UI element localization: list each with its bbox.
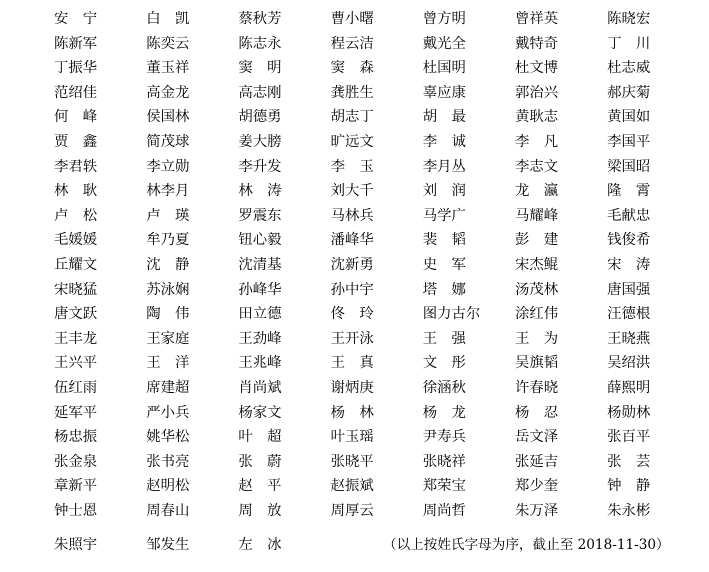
name-entry: 赵明松: [146, 478, 190, 495]
name-entry: 周厚云: [330, 502, 374, 519]
name-entry: 郭治兴: [514, 84, 559, 101]
name-entry: 苏泳娴: [146, 281, 190, 298]
name-entry: 杨家文: [238, 404, 282, 421]
name-entry: 张 蔚: [238, 453, 282, 470]
name-entry: 吴绍洪: [607, 355, 651, 372]
name-entry: 程云洁: [330, 35, 374, 52]
name-row: [54, 425, 699, 450]
name-entry: 吴旗韬: [514, 355, 559, 372]
name-entry: 张延吉: [514, 453, 559, 470]
name-entry: 王兴平: [54, 355, 98, 372]
name-entry: 安 宁: [54, 11, 98, 27]
name-entry: 李君轶: [54, 158, 98, 175]
name-entry: 李立勋: [146, 158, 190, 175]
name-entry: 范绍佳: [54, 84, 98, 101]
name-entry: 潘峰华: [330, 232, 374, 249]
name-entry: 陶 伟: [146, 306, 190, 323]
name-entry: 塔 娜: [422, 281, 466, 298]
name-entry: 辜应康: [422, 84, 466, 101]
name-row: [54, 32, 699, 57]
name-entry: 戴特奇: [514, 35, 559, 52]
name-entry: 郑荣宝: [422, 478, 466, 495]
name-entry: 沈新勇: [330, 256, 374, 273]
name-entry: 李 凡: [514, 133, 559, 150]
name-entry: 王开泳: [330, 330, 374, 347]
name-entry: 贾 鑫: [54, 133, 98, 150]
name-entry: 严小兵: [146, 404, 190, 421]
name-entry: 杨 忍: [514, 404, 559, 421]
name-entry: 左 冰: [238, 537, 282, 553]
name-row: [54, 401, 699, 426]
name-entry: 窦 森: [330, 60, 374, 77]
name-row: [54, 105, 699, 130]
name-entry: 彭 建: [514, 232, 559, 249]
name-entry: 陈志永: [238, 35, 282, 52]
name-entry: 宋 涛: [607, 256, 651, 273]
name-row: [54, 253, 699, 278]
name-entry: 卢 瑛: [146, 207, 190, 224]
name-entry: 延军平: [54, 404, 98, 421]
name-entry: 曾祥英: [514, 11, 559, 27]
name-row: [54, 278, 699, 303]
name-row: [54, 155, 699, 180]
name-entry: 叶 超: [238, 429, 282, 446]
name-entry: 毛献忠: [607, 207, 651, 224]
name-entry: 张百平: [607, 429, 651, 446]
name-entry: 王丰龙: [54, 330, 98, 347]
name-entry: 朱永彬: [607, 502, 651, 519]
name-entry: 钮心毅: [238, 232, 282, 249]
name-row: [54, 204, 699, 229]
name-row: [54, 327, 699, 352]
name-entry: 图力古尔: [422, 306, 481, 323]
name-entry: 宋杰鲲: [514, 256, 559, 273]
name-entry: 尹寿兵: [422, 429, 466, 446]
name-entry: 李月丛: [422, 158, 466, 175]
name-entry: 张书亮: [146, 453, 190, 470]
name-entry: 汪德根: [607, 306, 651, 323]
name-row: [54, 228, 699, 253]
name-entry: 李 玉: [330, 158, 374, 175]
name-entry: 郑少奎: [514, 478, 559, 495]
name-entry: 曹小曙: [330, 11, 374, 27]
name-entry: 孙中宇: [330, 281, 374, 298]
name-entry: 孙峰华: [238, 281, 282, 298]
name-entry: 佟 玲: [330, 306, 374, 323]
name-entry: 陈奕云: [146, 35, 190, 52]
name-entry: 薛熙明: [607, 379, 651, 396]
name-entry: 史 军: [422, 256, 466, 273]
name-entry: 王劲峰: [238, 330, 282, 347]
name-entry: 张金泉: [54, 453, 98, 470]
name-entry: 黄耿志: [514, 109, 559, 126]
name-entry: 杜文博: [514, 60, 559, 77]
name-entry: 丁振华: [54, 60, 98, 77]
name-entry: 旷远文: [330, 133, 374, 150]
name-entry: 沈 静: [146, 256, 190, 273]
name-entry: 郝庆菊: [607, 84, 651, 101]
name-entry: 王 洋: [146, 355, 190, 372]
name-entry: 胡志丁: [330, 109, 374, 126]
name-entry: 王兆峰: [238, 355, 282, 372]
name-entry: 邹发生: [146, 537, 190, 553]
name-entry: 章新平: [54, 478, 98, 495]
name-row: [54, 474, 699, 499]
name-entry: 钱俊希: [607, 232, 651, 249]
name-row: [54, 351, 699, 376]
name-entry: 肖尚斌: [238, 379, 282, 396]
name-entry: 谢炳庚: [330, 379, 374, 396]
name-entry: 赵 平: [238, 478, 282, 495]
name-entry: 杨忠振: [54, 429, 98, 446]
name-entry: 赵振斌: [330, 478, 374, 495]
name-entry: 周尚哲: [422, 502, 466, 519]
name-entry: 杜国明: [422, 60, 466, 77]
name-entry: 毛媛媛: [54, 232, 98, 249]
name-entry: 杨勋林: [607, 404, 651, 421]
name-entry: 王家庭: [146, 330, 190, 347]
ordering-footnote: （以上按姓氏字母为序，截止至 2018-11-30）: [383, 537, 670, 553]
name-entry: 戴光全: [422, 35, 466, 52]
name-entry: 丘耀文: [54, 256, 98, 273]
name-row: [54, 56, 699, 81]
name-entry: 朱万泽: [514, 502, 559, 519]
name-entry: 王 为: [514, 330, 559, 347]
name-entry: 文 彤: [422, 355, 466, 372]
name-entry: 黄国如: [607, 109, 651, 126]
name-entry: 杨 林: [330, 404, 374, 421]
name-entry: 何 峰: [54, 109, 98, 126]
name-entry: 王晓燕: [607, 330, 651, 347]
name-entry: 叶玉瑶: [330, 429, 374, 446]
name-entry: 隆 霄: [607, 183, 651, 200]
name-entry: 周 放: [238, 502, 282, 519]
name-entry: 罗震东: [238, 207, 282, 224]
name-entry: 马林兵: [330, 207, 374, 224]
name-entry: 龚胜生: [330, 84, 374, 101]
name-entry: 李 诚: [422, 133, 466, 150]
name-entry: 牟乃夏: [146, 232, 190, 249]
name-entry: 姚华松: [146, 429, 190, 446]
name-entry: 白 凯: [146, 11, 190, 27]
name-entry: 董玉祥: [146, 60, 190, 77]
name-entry: 侯国林: [146, 109, 190, 126]
name-entry: 马学广: [422, 207, 466, 224]
name-entry: 林 耿: [54, 183, 98, 200]
name-row: [54, 376, 699, 401]
name-entry: 唐国强: [607, 281, 651, 298]
name-entry: 周春山: [146, 502, 190, 519]
name-entry: 唐文跃: [54, 306, 98, 323]
name-entry: 龙 瀛: [514, 183, 559, 200]
name-entry: 张晓平: [330, 453, 374, 470]
name-entry: 陈晓宏: [607, 11, 651, 27]
name-list-grid: [54, 7, 699, 523]
name-entry: 曾方明: [422, 11, 466, 27]
name-row: [54, 7, 699, 32]
name-entry: 涂红伟: [514, 306, 559, 323]
name-entry: 沈清基: [238, 256, 282, 273]
name-entry: 刘大千: [330, 183, 374, 200]
name-entry: 席建超: [146, 379, 190, 396]
name-entry: 高志刚: [238, 84, 282, 101]
name-row: [54, 179, 699, 204]
name-entry: 许春晓: [514, 379, 559, 396]
name-entry: 杜志威: [607, 60, 651, 77]
name-entry: 王 强: [422, 330, 466, 347]
name-entry: 岳文泽: [514, 429, 559, 446]
name-entry: 裴 韬: [422, 232, 466, 249]
name-row: [54, 130, 699, 155]
name-entry: 林李月: [146, 183, 190, 200]
name-entry: 李志文: [514, 158, 559, 175]
name-entry: 梁国昭: [607, 158, 651, 175]
name-entry: 张晓祥: [422, 453, 466, 470]
name-entry: 马耀峰: [514, 207, 559, 224]
name-entry: 汤茂林: [514, 281, 559, 298]
name-entry: 李升发: [238, 158, 282, 175]
name-entry: 林 涛: [238, 183, 282, 200]
name-entry: 简茂球: [146, 133, 190, 150]
name-entry: 伍红雨: [54, 379, 98, 396]
name-entry: 宋晓猛: [54, 281, 98, 298]
name-row: [54, 499, 699, 524]
name-entry: 张 芸: [607, 453, 651, 470]
name-entry: 卢 松: [54, 207, 98, 224]
name-entry: 陈新军: [54, 35, 98, 52]
name-entry: 李国平: [607, 133, 651, 150]
name-entry: 窦 明: [238, 60, 282, 77]
name-entry: 刘 润: [422, 183, 466, 200]
name-entry: 钟 静: [607, 478, 651, 495]
name-entry: 丁 川: [607, 35, 651, 52]
name-entry: 王 真: [330, 355, 374, 372]
name-entry: 胡德勇: [238, 109, 282, 126]
name-entry: 蔡秋芳: [238, 11, 282, 27]
name-entry: 杨 龙: [422, 404, 466, 421]
name-row: [54, 450, 699, 475]
name-entry: 朱照宇: [54, 537, 98, 553]
name-entry: 姜大膀: [238, 133, 282, 150]
name-entry: 高金龙: [146, 84, 190, 101]
name-entry: 徐涵秋: [422, 379, 466, 396]
name-entry: 钟士恩: [54, 502, 98, 519]
name-entry: 田立德: [238, 306, 282, 323]
name-entry: 胡 最: [422, 109, 466, 126]
name-list-last-row: [54, 533, 331, 557]
name-row: [54, 302, 699, 327]
name-row: [54, 81, 699, 106]
